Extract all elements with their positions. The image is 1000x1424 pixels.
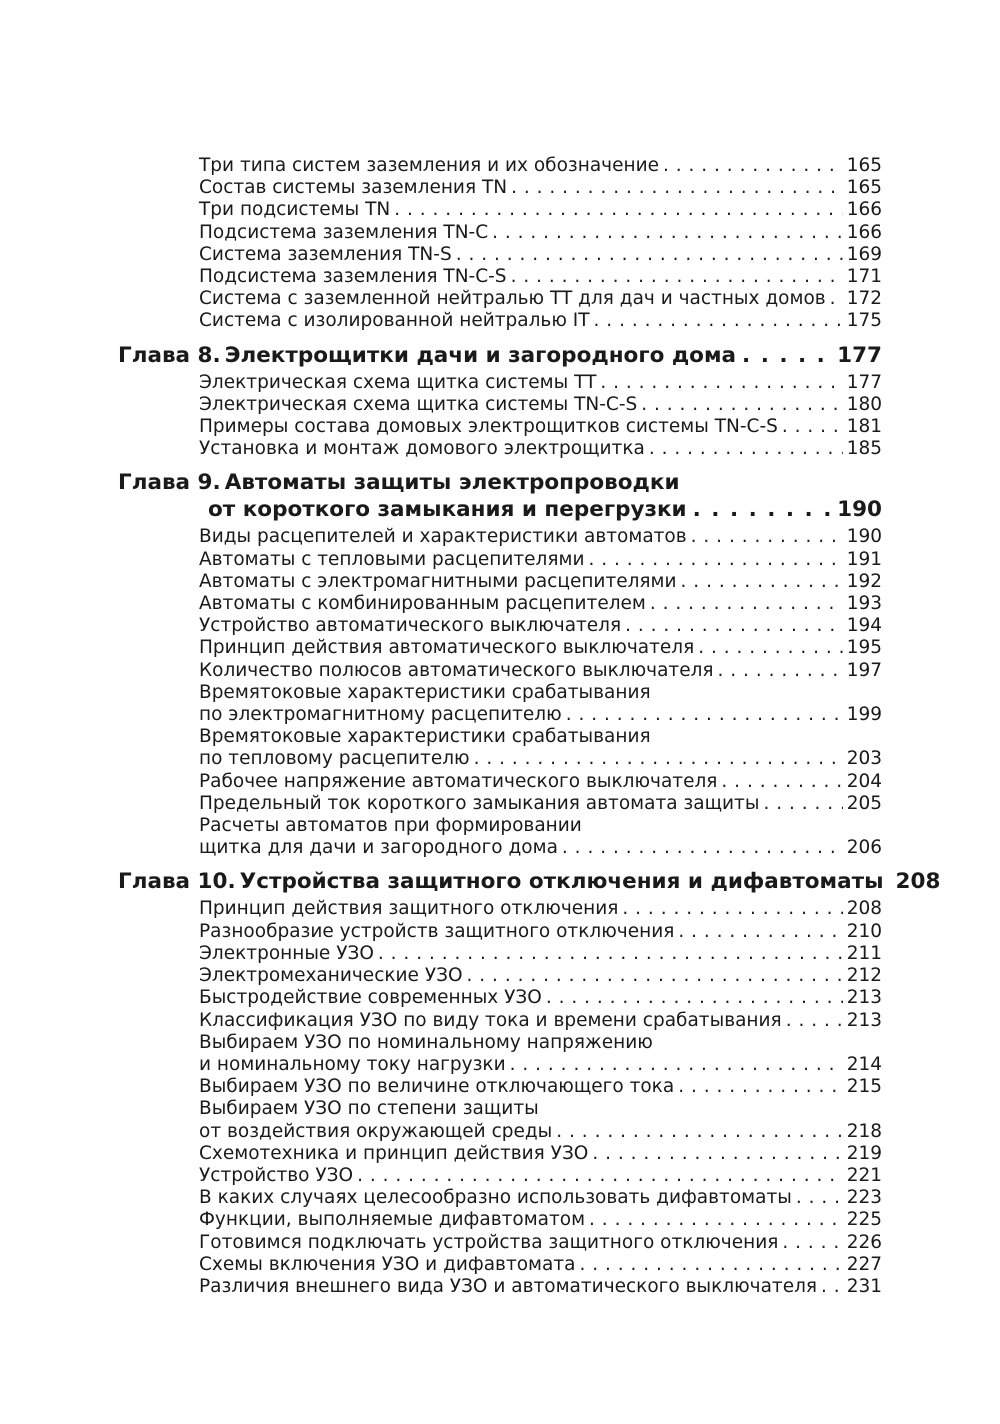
chapter-title: Устройства защитного отключения и дифавтоматы — [239, 869, 884, 895]
leader-dots — [622, 898, 842, 920]
leader-dots — [592, 1143, 842, 1165]
leader-dots — [556, 1121, 842, 1143]
leader-dots — [378, 943, 843, 965]
entry-title: Рабочее напряжение автоматического выключателя — [199, 770, 718, 792]
entry-page: 210 — [846, 920, 882, 942]
entry-page: 165 — [846, 155, 882, 176]
entry-title-line-2: от воздействия окружающей среды — [199, 1120, 553, 1142]
entry[interactable] — [118, 438, 882, 460]
leader-dots — [625, 615, 843, 637]
chapter-heading-8[interactable] — [118, 342, 882, 369]
entry-page: 204 — [846, 770, 882, 792]
entry[interactable] — [118, 372, 882, 394]
leader-dots — [693, 496, 831, 523]
chapter-page: 208 — [895, 869, 941, 895]
entry-page: 211 — [846, 942, 882, 964]
entry[interactable] — [118, 244, 882, 266]
entry-title: Установка и монтаж домового электрощитка — [199, 438, 645, 460]
leader-dots — [678, 1076, 843, 1098]
chapter-page: 190 — [837, 497, 882, 523]
chapter-number: Глава 9. — [118, 470, 221, 496]
chapter-heading-9[interactable] — [118, 469, 882, 523]
leader-dots — [641, 394, 842, 416]
entry-page: 169 — [846, 243, 882, 265]
entry[interactable] — [118, 1209, 882, 1231]
entry-page: 223 — [846, 1187, 882, 1209]
entry-page: 197 — [846, 659, 882, 681]
leader-dots — [782, 1232, 842, 1254]
entry-title: Устройство автоматического выключателя — [199, 615, 622, 637]
entry-page: 192 — [846, 570, 882, 592]
entry[interactable] — [118, 921, 882, 943]
leader-dots — [467, 965, 843, 987]
entry-page: 194 — [846, 615, 882, 637]
entry-title: В каких случаях целесообразно использовать дифавтоматы — [199, 1187, 792, 1209]
leader-dots — [579, 1254, 842, 1276]
entry-page: 190 — [846, 526, 882, 548]
entry-title-line-2: щитка для дачи и загородного дома — [199, 837, 558, 859]
entry-title-line-1: Времятоковые характеристики срабатывания — [199, 681, 651, 703]
leader-dots — [663, 155, 843, 177]
entry-title: Электрическая схема щитка системы TN-C-S — [199, 393, 638, 415]
entry[interactable] — [118, 898, 882, 920]
entry[interactable] — [118, 965, 882, 987]
entry-page: 195 — [846, 637, 882, 659]
entry-page: 208 — [846, 898, 882, 920]
entry-page: 175 — [846, 310, 882, 332]
entry-two-line[interactable] — [118, 1098, 882, 1142]
entry-title-line-1: Расчеты автоматов при формировании — [199, 815, 582, 837]
entry-title-line-2: по тепловому расцепителю — [199, 748, 470, 770]
entry-page: 185 — [846, 438, 882, 460]
leader-dots — [588, 549, 842, 571]
entry-title: Предельный ток короткого замыкания автомата защиты — [199, 792, 760, 814]
leader-dots — [821, 1276, 843, 1298]
entry-title: Классификация УЗО по виду тока и времени срабатывания — [199, 1009, 782, 1031]
leader-dots — [650, 593, 843, 615]
entry-page: 218 — [846, 1120, 882, 1142]
entry[interactable] — [118, 1165, 882, 1187]
entry-title-line-2: по электромагнитному расцепителю — [199, 704, 562, 726]
entry-page: 203 — [846, 748, 882, 770]
leader-dots — [456, 244, 843, 266]
chapter-title: Электрощитки дачи и загородного дома — [224, 342, 737, 368]
entry-page: 171 — [846, 266, 882, 288]
leader-dots — [357, 1165, 843, 1187]
entry-page: 165 — [846, 177, 882, 199]
entry-page: 214 — [846, 1053, 882, 1075]
leader-dots — [510, 1054, 843, 1076]
entry[interactable] — [118, 793, 882, 815]
entry-title: Виды расцепителей и характеристики автоматов — [199, 526, 687, 548]
chapter-page: 177 — [837, 342, 882, 368]
entry-page: 212 — [846, 965, 882, 987]
entry-page: 206 — [846, 837, 882, 859]
entry-page: 226 — [846, 1231, 882, 1253]
entry[interactable] — [118, 222, 882, 244]
entry-title: Система с заземленной нейтралью TT для дач и частных домов — [199, 288, 826, 310]
leader-dots — [546, 987, 843, 1009]
entry-title: Схемотехника и принцип действия УЗО — [199, 1142, 589, 1164]
leader-dots — [698, 637, 842, 659]
entry-page: 215 — [846, 1076, 882, 1098]
entry-two-line[interactable] — [118, 726, 882, 770]
entry[interactable] — [118, 199, 882, 221]
entry-title: Электрическая схема щитка системы TT — [199, 371, 597, 393]
entry-page: 205 — [846, 792, 882, 814]
entry-title: Система с изолированной нейтралью IT — [199, 310, 590, 332]
entry-two-line[interactable] — [118, 1032, 882, 1076]
entry[interactable] — [118, 593, 882, 615]
leader-dots — [721, 771, 842, 793]
entry-page: 172 — [846, 288, 882, 310]
entry[interactable] — [118, 1232, 882, 1254]
entry-title: Функции, выполняемые дифавтоматом — [199, 1209, 586, 1231]
table-of-contents — [118, 155, 941, 1298]
entry[interactable] — [118, 1187, 882, 1209]
entry[interactable] — [118, 615, 882, 637]
entry-title-line-1: Времятоковые характеристики срабатывания — [199, 726, 651, 748]
entry-title: Электронные УЗО — [199, 942, 374, 964]
entry-page: 227 — [846, 1253, 882, 1275]
entry-title: Быстродействие современных УЗО — [199, 987, 542, 1009]
entry-page: 213 — [846, 987, 882, 1009]
entry-title: Устройство УЗО — [199, 1164, 354, 1186]
leader-dots — [649, 438, 843, 460]
entry[interactable] — [118, 394, 882, 416]
entry[interactable] — [118, 266, 882, 288]
entry-title: Подсистема заземления TN-C-S — [199, 266, 507, 288]
entry[interactable] — [118, 660, 882, 682]
entry-page: 193 — [846, 593, 882, 615]
leader-dots — [562, 837, 843, 859]
entry[interactable] — [118, 526, 882, 548]
entry-title-line-1: Выбираем УЗО по номинальному напряжению — [199, 1031, 653, 1053]
entry-page: 177 — [846, 371, 882, 393]
leader-dots — [600, 372, 842, 394]
leader-dots — [594, 310, 843, 332]
entry-title: Электромеханические УЗО — [199, 965, 463, 987]
entry-title-line-1: Выбираем УЗО по степени защиты — [199, 1098, 539, 1120]
entry-page: 225 — [846, 1209, 882, 1231]
entry[interactable] — [118, 1276, 882, 1298]
entry-title: Количество полюсов автоматического выключателя — [199, 659, 714, 681]
entry-title: Три типа систем заземления и их обозначение — [199, 155, 659, 176]
leader-dots — [474, 748, 843, 770]
entry-title: Подсистема заземления TN-C — [199, 221, 489, 243]
leader-dots — [511, 177, 843, 199]
leader-dots — [492, 222, 843, 244]
entry[interactable] — [118, 1254, 882, 1276]
leader-dots — [511, 266, 843, 288]
entry[interactable] — [118, 987, 882, 1009]
entry-title: Система заземления TN-S — [199, 243, 452, 265]
entry-title: Разнообразие устройств защитного отключения — [199, 920, 675, 942]
entry[interactable] — [118, 1076, 882, 1098]
chapter-number: Глава 8. — [118, 342, 221, 368]
leader-dots — [394, 199, 842, 221]
entry-title: Автоматы с электромагнитными расцепителями — [199, 570, 677, 592]
entry-title: Принцип действия защитного отключения — [199, 898, 619, 920]
entry-two-line[interactable] — [118, 682, 882, 726]
entry-page: 166 — [846, 221, 882, 243]
entry-title: Схемы включения УЗО и дифавтомата — [199, 1253, 576, 1275]
entry-two-line[interactable] — [118, 815, 882, 859]
leader-dots — [786, 1010, 843, 1032]
leader-dots — [763, 793, 842, 815]
leader-dots — [681, 571, 843, 593]
entry[interactable] — [118, 177, 882, 199]
leader-dots — [691, 526, 843, 548]
chapter-number: Глава 10. — [118, 869, 236, 895]
entry-title-line-2: и номинальному току нагрузки — [199, 1053, 506, 1075]
entry[interactable] — [118, 637, 882, 659]
entry[interactable] — [118, 943, 882, 965]
entry-title: Примеры состава домовых электрощитков системы TN-C-S — [199, 416, 778, 438]
leader-dots — [589, 1209, 843, 1231]
entry[interactable] — [118, 416, 882, 438]
entry[interactable] — [118, 549, 882, 571]
chapter-heading-10[interactable] — [118, 868, 941, 895]
entry-title: Выбираем УЗО по величине отключающего тока — [199, 1076, 675, 1098]
chapter-title-line-1: Автоматы защиты электропроводки — [224, 470, 680, 496]
entry-page: 213 — [846, 1009, 882, 1031]
entry-title: Три подсистемы TN — [199, 199, 391, 221]
leader-dots — [678, 921, 842, 943]
entry-title: Автоматы с тепловыми расцепителями — [199, 548, 585, 570]
entry[interactable] — [118, 1010, 882, 1032]
entry-page: 221 — [846, 1164, 882, 1186]
entry[interactable] — [118, 310, 882, 332]
leader-dots — [796, 1187, 843, 1209]
entry-title: Состав системы заземления TN — [199, 177, 508, 199]
entry-page: 231 — [846, 1275, 882, 1297]
leader-dots — [566, 704, 843, 726]
entry-page: 199 — [846, 704, 882, 726]
entry-page: 219 — [846, 1142, 882, 1164]
entry[interactable] — [118, 1143, 882, 1165]
entry-page: 166 — [846, 199, 882, 221]
leader-dots — [742, 342, 831, 369]
entry-title: Готовимся подключать устройства защитного отключения — [199, 1231, 779, 1253]
entry-title: Автоматы с комбинированным расцепителем — [199, 593, 646, 615]
leader-dots — [718, 660, 843, 682]
entry-title: Принцип действия автоматического выключателя — [199, 637, 695, 659]
leader-dots — [830, 288, 843, 310]
entry[interactable] — [118, 288, 882, 310]
entry-page: 181 — [846, 416, 882, 438]
entry-title: Различия внешнего вида УЗО и автоматического выключателя — [199, 1275, 818, 1297]
leader-dots — [782, 416, 843, 438]
entry-page: 191 — [846, 548, 882, 570]
entry[interactable] — [118, 571, 882, 593]
entry[interactable] — [118, 771, 882, 793]
entry-page: 180 — [846, 393, 882, 415]
chapter-title-line-2: от короткого замыкания и перегрузки — [208, 497, 687, 523]
entry[interactable] — [118, 155, 882, 177]
